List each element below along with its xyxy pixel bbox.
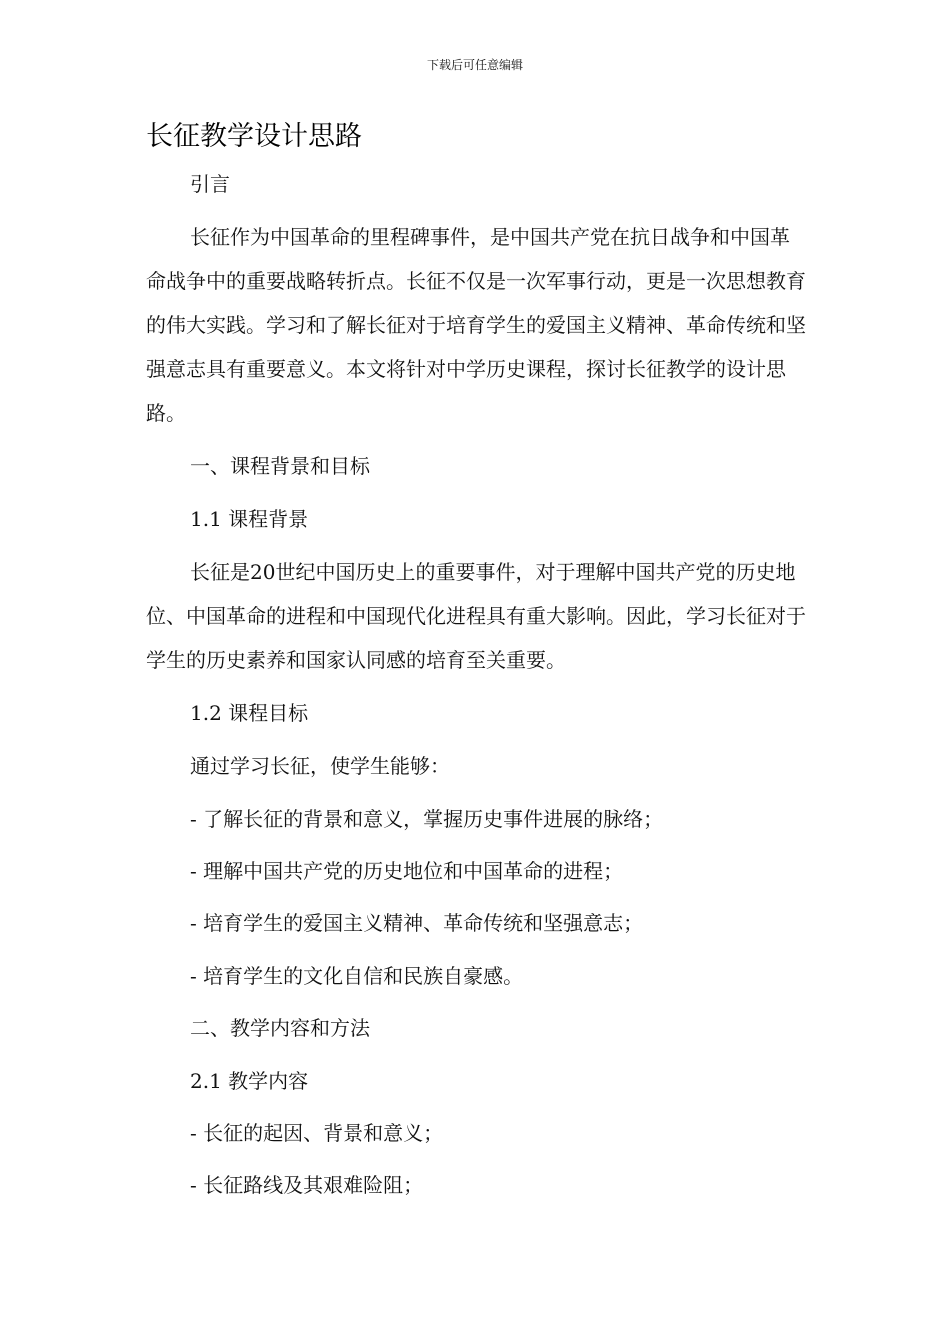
subsection-1-1-paragraph: 长征是20世纪中国历史上的重要事件，对于理解中国共产党的历史地位、中国革命的进程和中国现代化进程具有重大影响。因此，学习长征对于学生的历史素养和国家认同感的培育至关重要。 bbox=[146, 560, 806, 672]
goal-list-item: - 了解长征的背景和意义，掌握历史事件进展的脉络； bbox=[190, 807, 664, 831]
subsection-1-1-heading: 1.1 课程背景 bbox=[190, 507, 309, 531]
subsection-2-1-heading: 2.1 教学内容 bbox=[190, 1069, 309, 1093]
page-header-note: 下载后可任意编辑 bbox=[426, 58, 523, 72]
section-2-heading: 二、教学内容和方法 bbox=[190, 1016, 370, 1040]
goals-intro: 通过学习长征，使学生能够： bbox=[190, 754, 450, 778]
content-list-item: - 长征路线及其艰难险阻； bbox=[190, 1173, 424, 1197]
subsection-1-2-heading: 1.2 课程目标 bbox=[190, 701, 309, 725]
content-list-item: - 长征的起因、背景和意义； bbox=[190, 1121, 444, 1145]
goal-list-item: - 理解中国共产党的历史地位和中国革命的进程； bbox=[190, 859, 624, 883]
goal-list-item: - 培育学生的文化自信和民族自豪感。 bbox=[190, 964, 524, 988]
section-1-heading: 一、课程背景和目标 bbox=[190, 454, 370, 478]
intro-heading: 引言 bbox=[190, 172, 230, 196]
intro-paragraph: 长征作为中国革命的里程碑事件，是中国共产党在抗日战争和中国革命战争中的重要战略转折点。长征不仅是一次军事行动，更是一次思想教育的伟大实践。学习和了解长征对于培育学生的爱国主义精神、革命传统和坚强意志具有重要意义。本文将针对中学历史课程，探讨长征教学的设计思路。 bbox=[146, 225, 806, 425]
document-title: 长征教学设计思路 bbox=[146, 121, 362, 152]
goal-list-item: - 培育学生的爱国主义精神、革命传统和坚强意志； bbox=[190, 911, 644, 935]
